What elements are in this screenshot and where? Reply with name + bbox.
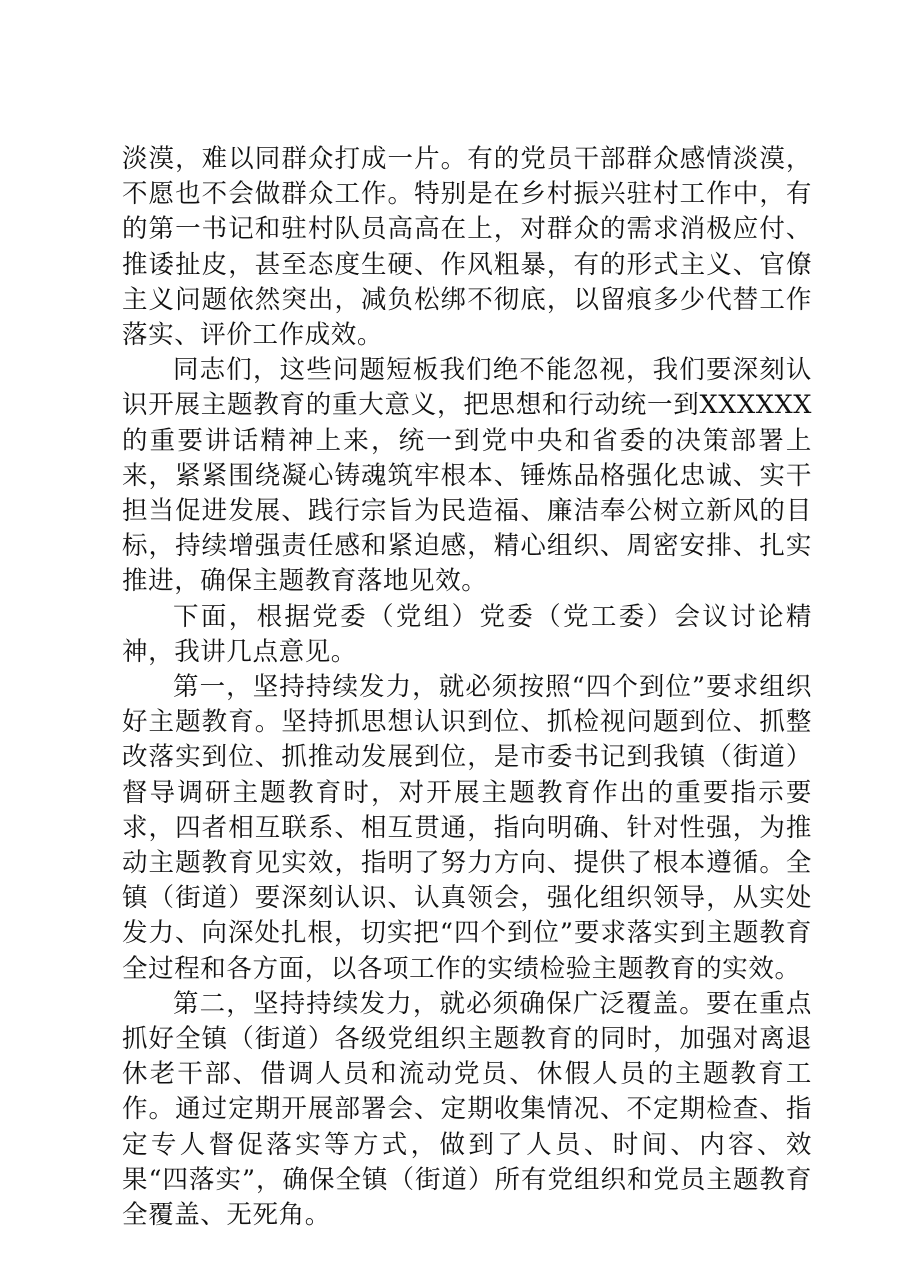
paragraph-intro: 下面，根据党委（党组）党委（党工委）会议讨论精神，我讲几点意见。: [122, 601, 812, 667]
paragraph-comrades: 同志们，这些问题短板我们绝不能忽视，我们要深刻认识开展主题教育的重大意义，把思想和行动统一到XXXXXX的重要讲话精神上来，统一到党中央和省委的决策部署上来，紧紧围绕凝心铸魂筑牢根本、锤炼品格强化忠诚、实干担当促进发展、践行宗旨为民造福、廉洁奉公树立新风的目标，持续增强责任感和紧迫感，精心组织、周密安排、扎实推进，确保主题教育落地见效。: [122, 355, 812, 597]
paragraph-second-point: 第二，坚持持续发力，就必须确保广泛覆盖。要在重点抓好全镇（街道）各级党组织主题教育的同时，加强对离退休老干部、借调人员和流动党员、休假人员的主题教育工作。通过定期开展部署会、定期收集情况、不定期检查、指定专人督促落实等方式，做到了人员、时间、内容、效果“四落实”，确保全镇（街道）所有党组织和党员主题教育全覆盖、无死角。: [122, 988, 812, 1231]
paragraph-continued: 淡漠，难以同群众打成一片。有的党员干部群众感情淡漠，不愿也不会做群众工作。特别是在乡村振兴驻村工作中，有的第一书记和驻村队员高高在上，对群众的需求消极应付、推诿扯皮，甚至态度生硬、作风粗暴，有的形式主义、官僚主义问题依然突出，减负松绑不彻底，以留痕多少代替工作落实、评价工作成效。: [122, 144, 812, 351]
document-body: [122, 142, 812, 1233]
paragraph-first-point: 第一，坚持持续发力，就必须按照“四个到位”要求组织好主题教育。坚持抓思想认识到位、抓检视问题到位、抓整改落实到位、抓推动发展到位，是市委书记到我镇（街道）督导调研主题教育时，对开展主题教育作出的重要指示要求，四者相互联系、相互贯通，指向明确、针对性强，为推动主题教育见实效，指明了努力方向、提供了根本遵循。全镇（街道）要深刻认识、认真领会，强化组织领导，从实处发力、向深处扎根，切实把“四个到位”要求落实到主题教育全过程和各方面，以各项工作的实绩检验主题教育的实效。: [122, 672, 812, 984]
